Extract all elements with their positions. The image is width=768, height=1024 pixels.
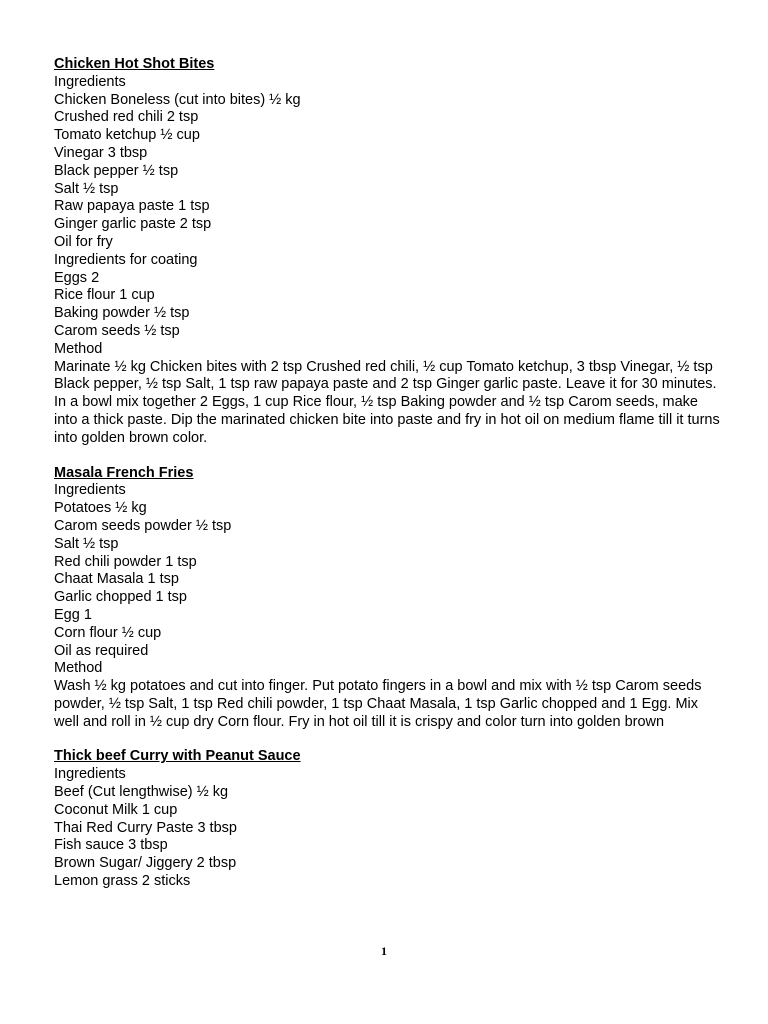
recipe-line: Crushed red chili 2 tsp [54, 109, 199, 126]
recipe-line: Ginger garlic paste 2 tsp [54, 216, 212, 233]
recipe-line: Ingredients [54, 766, 126, 783]
recipe-line: Fish sauce 3 tbsp [54, 837, 168, 854]
recipe-line: Salt ½ tsp [54, 180, 119, 197]
recipe-line: Corn flour ½ cup [54, 624, 162, 641]
recipe-line: Coconut Milk 1 cup [54, 801, 178, 818]
recipe-line: Garlic chopped 1 tsp [54, 589, 187, 606]
recipe-line: Chicken Boneless (cut into bites) ½ kg [54, 91, 301, 108]
recipe-title: Masala French Fries [54, 464, 194, 481]
recipe-line: Baking powder ½ tsp [54, 305, 190, 322]
recipe-line: Thai Red Curry Paste 3 tbsp [54, 819, 237, 836]
recipe-chicken-hot-shot-bites [54, 56, 724, 448]
page-number: 1 [381, 944, 387, 958]
recipe-line: Eggs 2 [54, 269, 100, 286]
method-paragraph: Marinate ½ kg Chicken bites with 2 tsp Crushed red chili, ½ cup Tomato ketchup, 3 tbsp Vinegar, ½ tsp Black pepper, ½ tsp Salt, 1 tsp raw papaya paste and 2 tsp Ginger garlic paste. Leave it for 30 minutes. [54, 358, 717, 393]
recipe-line: Raw papaya paste 1 tsp [54, 198, 210, 215]
recipe-line: Ingredients [54, 73, 126, 90]
recipe-line: Black pepper ½ tsp [54, 162, 179, 179]
recipe-line: Oil for fry [54, 233, 113, 250]
recipe-line: Ingredients [54, 482, 126, 499]
recipe-line: Rice flour 1 cup [54, 287, 155, 304]
document-page [54, 56, 724, 908]
recipe-line: Carom seeds powder ½ tsp [54, 517, 232, 534]
recipe-line: Brown Sugar/ Jiggery 2 tbsp [54, 855, 237, 872]
recipe-line: Lemon grass 2 sticks [54, 873, 191, 890]
recipe-line: Salt ½ tsp [54, 535, 119, 552]
recipe-title: Thick beef Curry with Peanut Sauce [54, 748, 301, 765]
recipe-line: Method [54, 660, 103, 677]
recipe-masala-french-fries [54, 465, 724, 732]
recipe-line: Egg 1 [54, 606, 92, 623]
recipe-line: Carom seeds ½ tsp [54, 322, 180, 339]
recipe-line: Method [54, 340, 103, 357]
recipe-line: Potatoes ½ kg [54, 500, 147, 517]
recipe-line: Red chili powder 1 tsp [54, 553, 197, 570]
recipe-line: Beef (Cut lengthwise) ½ kg [54, 784, 229, 801]
recipe-line: Oil as required [54, 642, 149, 659]
recipe-line: Chaat Masala 1 tsp [54, 571, 179, 588]
method-paragraph: Wash ½ kg potatoes and cut into finger. Put potato fingers in a bowl and mix with ½ tsp Carom seeds powder, ½ tsp Salt, 1 tsp Red chili powder, 1 tsp Chaat Masala, 1 tsp Garlic chopped and 1 Egg. Mix well and roll in ½ cup dry Corn flour. Fry in hot oil till it is crispy and color turn into golden brown [54, 678, 702, 730]
recipe-line: Tomato ketchup ½ cup [54, 127, 200, 144]
recipe-line: Vinegar 3 tbsp [54, 144, 148, 161]
recipe-thick-beef-curry [54, 748, 724, 890]
method-paragraph: In a bowl mix together 2 Eggs, 1 cup Rice flour, ½ tsp Baking powder and ½ tsp Carom seeds, make into a thick paste. Dip the marinated chicken bite into paste and fry in hot oil on medium flame till it turns into golden brown color. [54, 394, 720, 446]
recipe-title: Chicken Hot Shot Bites [54, 56, 215, 72]
recipe-line: Ingredients for coating [54, 251, 198, 268]
